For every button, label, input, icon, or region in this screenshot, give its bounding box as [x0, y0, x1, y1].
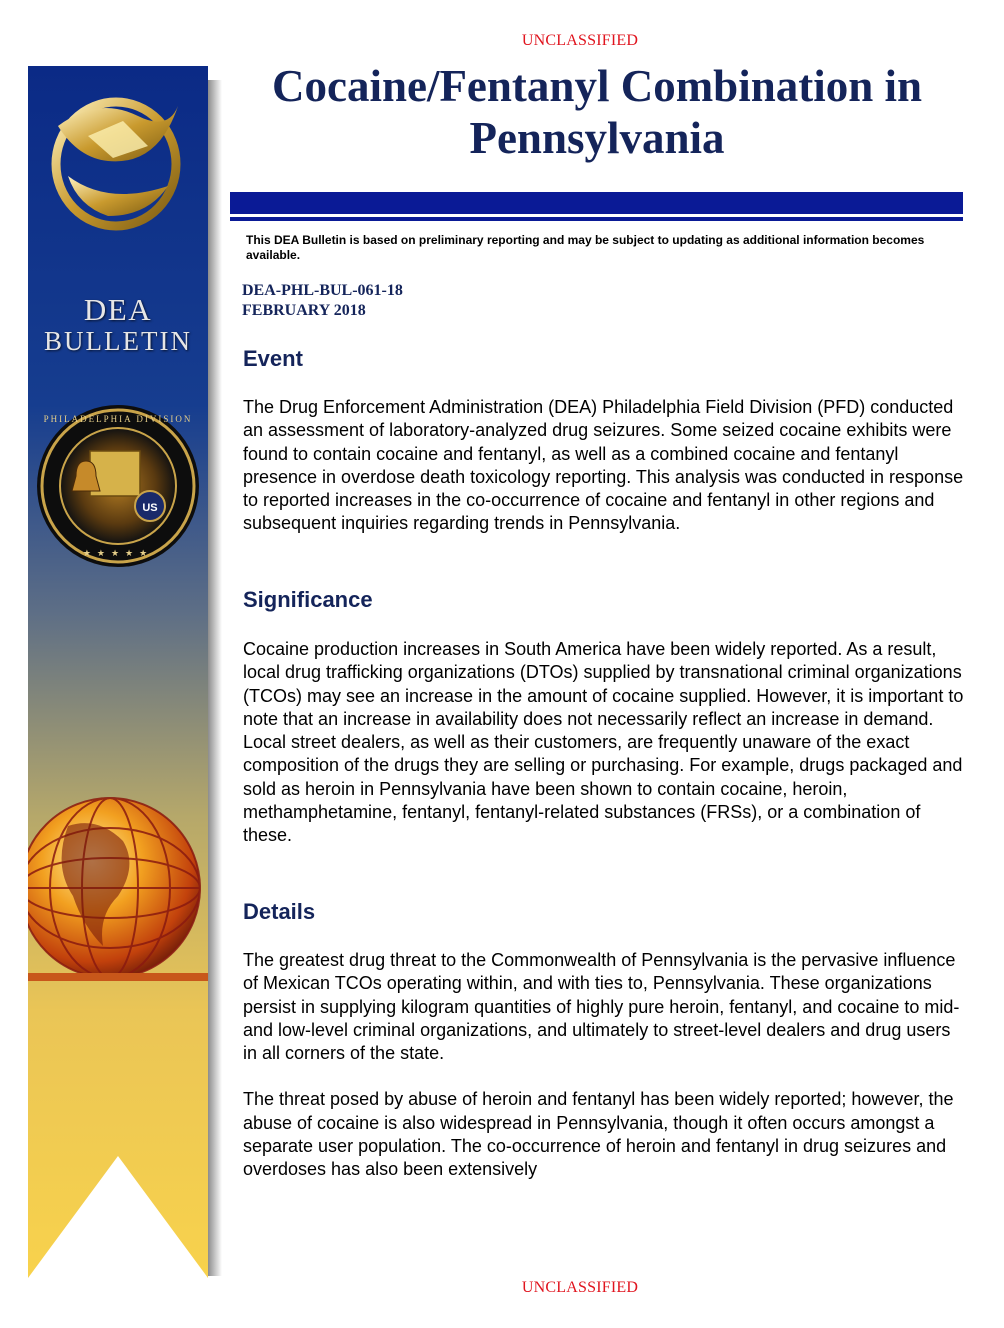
doc-date: FEBRUARY 2018 — [242, 302, 366, 319]
banner-graphic — [28, 66, 208, 1278]
section-heading: Event — [243, 346, 303, 371]
title-line1: Cocaine/Fentanyl Combination in — [271, 61, 923, 111]
section-heading: Significance — [243, 587, 373, 612]
section-paragraph: The threat posed by abuse of heroin and fentanyl has been widely reported; however, the abuse of cocaine is also widespread in Pennsylvania, though it often occurs amongst a separate user population. The co-occurrence of heroin and fentanyl in drug seizures and overdoses has also been extensively — [243, 1089, 954, 1180]
banner-title-line1: DEA — [83, 292, 153, 327]
section-event — [243, 346, 968, 536]
title-line2: Pennsylvania — [469, 113, 725, 163]
philadelphia-division-seal-icon — [37, 405, 199, 567]
classification-bottom: UNCLASSIFIED — [521, 1279, 639, 1296]
banner-shadow — [208, 80, 222, 1276]
banner-title-line2: BULLETIN — [44, 326, 192, 356]
section-heading: Details — [243, 899, 316, 924]
disclaimer: This DEA Bulletin is based on preliminary reporting and may be subject to updating as additional information becomes available. — [246, 233, 925, 262]
header-rule-thick — [230, 192, 963, 214]
svg-text:★★★★★: ★★★★★ — [82, 549, 154, 559]
page-title — [232, 60, 962, 164]
sidebar-banner — [28, 66, 208, 1278]
classification-top: UNCLASSIFIED — [521, 32, 639, 49]
section-details — [243, 899, 968, 1182]
section-significance — [243, 587, 968, 848]
section-paragraph: The Drug Enforcement Administration (DEA) Philadelphia Field Division (PFD) conducted an assessment of laboratory-analyzed drug seizures. Some seized cocaine exhibits were found to contain cocaine and fentanyl, as well as a combined cocaine and fentanyl presence in overdose death toxicology reporting. This analysis was conducted in response to reported increases in the co-occurrence of cocaine and fentanyl in other regions and subsequent inquiries regarding trends in Pennsylvania. — [243, 397, 964, 534]
seal-text: PHILADELPHIA DIVISION — [43, 414, 193, 424]
seal-badge: US — [142, 502, 158, 514]
globe-icon — [28, 798, 200, 978]
section-paragraph: Cocaine production increases in South America have been widely reported. As a result, local drug trafficking organizations (DTOs) supplied by transnational criminal organizations (TCOs) may see an increase in the amount of cocaine supplied. However, it is important to note that an increase in availability does not necessarily reflect an increase in demand. Local street dealers, as well as their customers, are frequently unaware of the exact composition of the drugs they are selling or purchasing. For example, drugs packaged and sold as heroin in Pennsylvania have been shown to contain cocaine, heroin, methamphetamine, fentanyl, fentanyl-related substances (FRSs), or a combination of these. — [243, 639, 964, 846]
section-paragraph: The greatest drug threat to the Commonwealth of Pennsylvania is the pervasive influence of Mexican TCOs operating within, and with ties to, Pennsylvania. These organizations persist in supplying kilogram quantities of highly pure heroin, fentanyl, and cocaine to mid- and low-level criminal organizations, and ultimately to street-level dealers and drug users in all corners of the state. — [243, 950, 960, 1064]
header-rule-thin — [230, 217, 963, 221]
doc-code: DEA-PHL-BUL-061-18 — [242, 282, 403, 299]
